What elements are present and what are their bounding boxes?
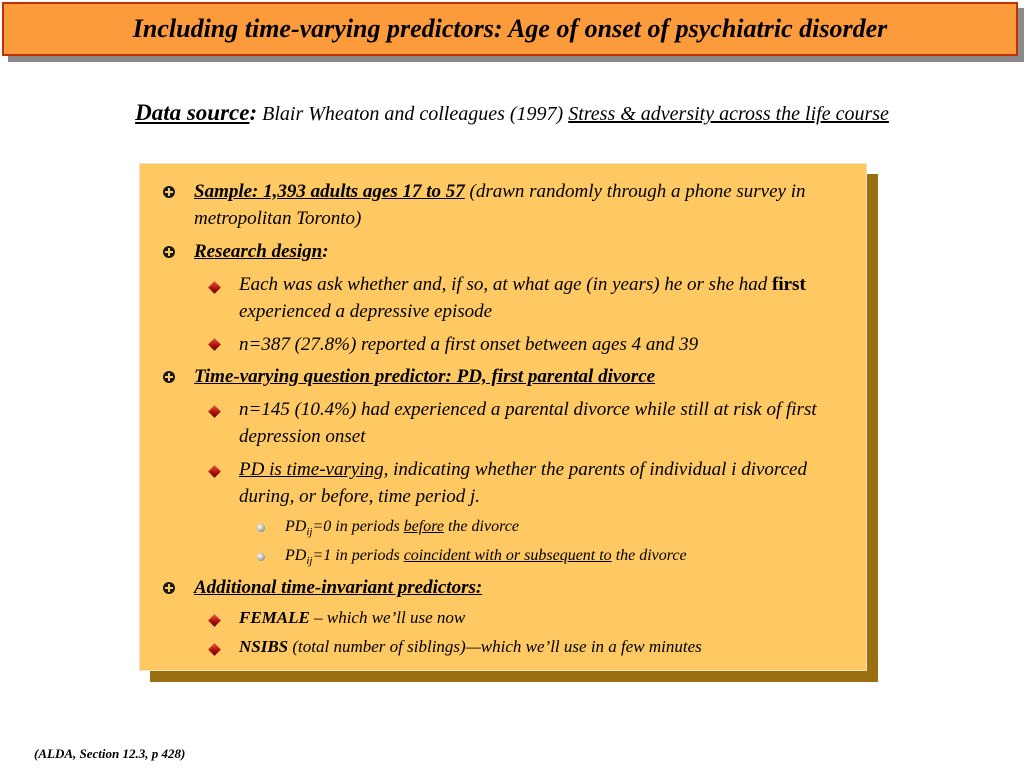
pd-one-post: the divorce xyxy=(615,547,687,564)
content-panel xyxy=(139,163,867,671)
design-question-rest: experienced a depressive episode xyxy=(239,301,493,322)
additional-predictors-label: Additional time-invariant predictors: xyxy=(194,577,483,598)
list-item-time-varying-predictor xyxy=(194,363,844,390)
design-question-text: Each was ask whether and, if so, at what age (in years) he or she had xyxy=(239,274,768,295)
data-source-line xyxy=(0,100,1024,126)
circle-bullet-icon xyxy=(163,582,175,594)
list-item-nsibs xyxy=(239,636,844,658)
pd-zero-before: before xyxy=(403,518,444,535)
list-item-sample xyxy=(194,178,844,232)
pd-one-var: PD xyxy=(285,547,307,564)
sample-label: Sample: 1,393 adults ages 17 to 57 xyxy=(194,181,465,202)
pd-one-subscript: ij xyxy=(306,555,313,568)
time-varying-predictor-label: Time-varying question predictor: PD, first parental divorce xyxy=(194,366,656,387)
design-question-first: first xyxy=(772,274,806,295)
slide-title: Including time-varying predictors: Age of onset of psychiatric disorder xyxy=(132,14,888,43)
data-source-authors: Blair Wheaton and colleagues (1997) xyxy=(262,103,564,125)
data-source-work: Stress & adversity across the life course xyxy=(568,103,889,125)
list-item-pd-one xyxy=(285,546,845,571)
data-source-colon: : xyxy=(249,100,258,125)
diamond-bullet-icon xyxy=(208,465,221,478)
list-item-pd-time-varying xyxy=(239,456,844,510)
dot-bullet-icon xyxy=(257,524,265,532)
list-item-design-count: n=387 (27.8%) reported a first onset between ages 4 and 39 xyxy=(239,334,699,355)
list-item-design-question xyxy=(239,271,844,325)
data-source-label: Data source xyxy=(135,100,250,125)
pd-zero-subscript: ij xyxy=(306,526,313,539)
circle-bullet-icon xyxy=(163,371,175,383)
female-detail: – which we’ll use now xyxy=(314,608,466,627)
pd-zero-var: PD xyxy=(285,518,307,535)
pd-zero-post: the divorce xyxy=(447,518,519,535)
diamond-bullet-icon xyxy=(208,643,221,656)
title-bar xyxy=(2,2,1018,56)
list-item-research-design xyxy=(194,238,844,265)
list-item-additional-predictors xyxy=(194,574,844,601)
sample-detail: (drawn randomly through a phone survey in metropolitan Toronto) xyxy=(194,181,806,229)
nsibs-detail: (total number of siblings)—which we’ll use in a few minutes xyxy=(292,637,702,656)
dot-bullet-icon xyxy=(257,553,265,561)
research-design-colon: : xyxy=(322,241,329,262)
diamond-bullet-icon xyxy=(208,338,221,351)
diamond-bullet-icon xyxy=(208,405,221,418)
list-item-divorce-count: n=145 (10.4%) had experienced a parental divorce while still at risk of first depression onset xyxy=(239,399,817,447)
citation-footer: (ALDA, Section 12.3, p 428) xyxy=(34,746,186,761)
diamond-bullet-icon xyxy=(208,281,221,294)
pd-zero-eq: =0 in periods xyxy=(312,518,400,535)
list-item-female xyxy=(239,607,844,629)
diamond-bullet-icon xyxy=(208,614,221,627)
list-item-pd-zero xyxy=(285,517,845,542)
pd-time-varying-detail: indicating whether the parents of individual i divorced during, or before, time period j. xyxy=(239,459,807,507)
nsibs-label: NSIBS xyxy=(239,637,289,656)
circle-bullet-icon xyxy=(163,186,175,198)
pd-one-eq: =1 in periods xyxy=(312,547,400,564)
pd-time-varying-label: PD is time-varying, xyxy=(239,459,389,480)
circle-bullet-icon xyxy=(163,246,175,258)
pd-one-coincident: coincident with or subsequent to xyxy=(403,547,612,564)
female-label: FEMALE xyxy=(239,608,310,627)
research-design-label: Research design xyxy=(194,241,323,262)
